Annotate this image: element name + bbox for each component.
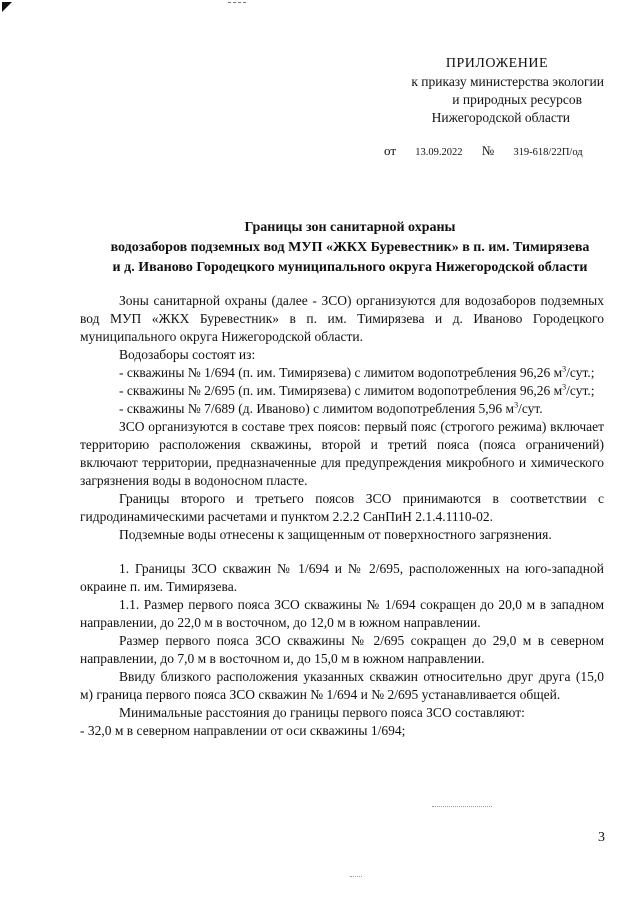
date-prefix: от: [384, 143, 397, 158]
document-heading: [80, 218, 620, 278]
section-1-1: 1.1. Размер первого пояса ЗСО скважины № 1/694 сокращен до 20,0 м в западном направлении, до 22,0 м в восточном, до 12,0 м в южном направлении.: [80, 597, 604, 630]
page-number: 3: [598, 830, 605, 845]
heading-line-1: Границы зон санитарной охраны: [244, 220, 456, 235]
scan-corner-mark: [2, 2, 12, 12]
section-1-title: 1. Границы ЗСО скважин № 1/694 и № 2/695, расположенных на юго-западной окраине п. им. Тимирязева.: [80, 561, 604, 594]
paragraph-boundaries: Границы второго и третьего поясов ЗСО принимаются в соответствии с гидродинамическими расчетами и пунктом 2.2.2 СанПиН 2.1.4.1110-02.: [80, 491, 604, 524]
section-1-3: Ввиду близкого расположения указанных скважин относительно друг друга (15,0 м) граница первого пояса ЗСО скважин № 1/694 и № 2/695 устанавливается общей.: [80, 669, 604, 702]
scan-artifact: [432, 806, 492, 809]
appendix-order-line: к приказу министерства экологии: [411, 74, 604, 89]
section-1-2: Размер первого пояса ЗСО скважины № 2/695 сокращен до 29,0 м в северном направлении, до 7,0 м в восточном и, до 15,0 м в южном направлении.: [80, 633, 604, 666]
appendix-region-line: Нижегородской области: [431, 110, 570, 125]
paragraph-intro: Зоны санитарной охраны (далее - ЗСО) организуются для водозаборов подземных вод МУП «ЖКХ Буревестник» в п. им. Тимирязева и д. Иваново Городецкого муниципального округа Нижегородской области.: [80, 293, 604, 344]
order-date-number: [384, 143, 583, 159]
number-sign: №: [481, 143, 495, 158]
well-item-3: - скважины № 7/689 (д. Иваново) с лимитом водопотребления 5,96 $м^3$/сут.: [119, 400, 543, 416]
paragraph-groundwater: Подземные воды отнесены к защищенным от поверхностного загрязнения.: [119, 527, 552, 542]
order-number: 319-618/22П/од: [513, 147, 583, 158]
appendix-ministry-line: и природных ресурсов: [452, 92, 582, 107]
section-1-4: Минимальные расстояния до границы первого пояса ЗСО составляют:: [119, 705, 525, 720]
paragraph-wells-intro: Водозаборы состоят из:: [119, 347, 256, 362]
heading-line-3: и д. Иваново Городецкого муниципального округа Нижегородской области: [112, 260, 588, 275]
well-item-1: - скважины № 1/694 (п. им. Тимирязева) с лимитом водопотребления 96,26 $м^3$/сут.;: [119, 364, 595, 380]
well-item-2: - скважины № 2/695 (п. им. Тимирязева) с лимитом водопотребления 96,26 $м^3$/сут.;: [119, 382, 595, 398]
scan-artifact: [350, 876, 362, 879]
order-date: 13.09.2022: [415, 147, 463, 158]
appendix-title: ПРИЛОЖЕНИЕ: [445, 56, 548, 71]
heading-line-2: водозаборов подземных вод МУП «ЖКХ Буревестник» в п. им. Тимирязева: [110, 240, 590, 255]
appendix-block: [411, 55, 604, 127]
section-1-5: - 32,0 м в северном направлении от оси скважины 1/694;: [80, 723, 406, 738]
document-body: [80, 292, 604, 740]
scan-artifact: [228, 2, 246, 5]
paragraph-zones: ЗСО организуются в составе трех поясов: первый пояс (строгого режима) включает территорию расположения скважины, второй и третий пояса (пояса ограничений) включают территории, предназначенные для предупреждения микробного и химического загрязнения воды в водоносном пласте.: [80, 419, 604, 488]
